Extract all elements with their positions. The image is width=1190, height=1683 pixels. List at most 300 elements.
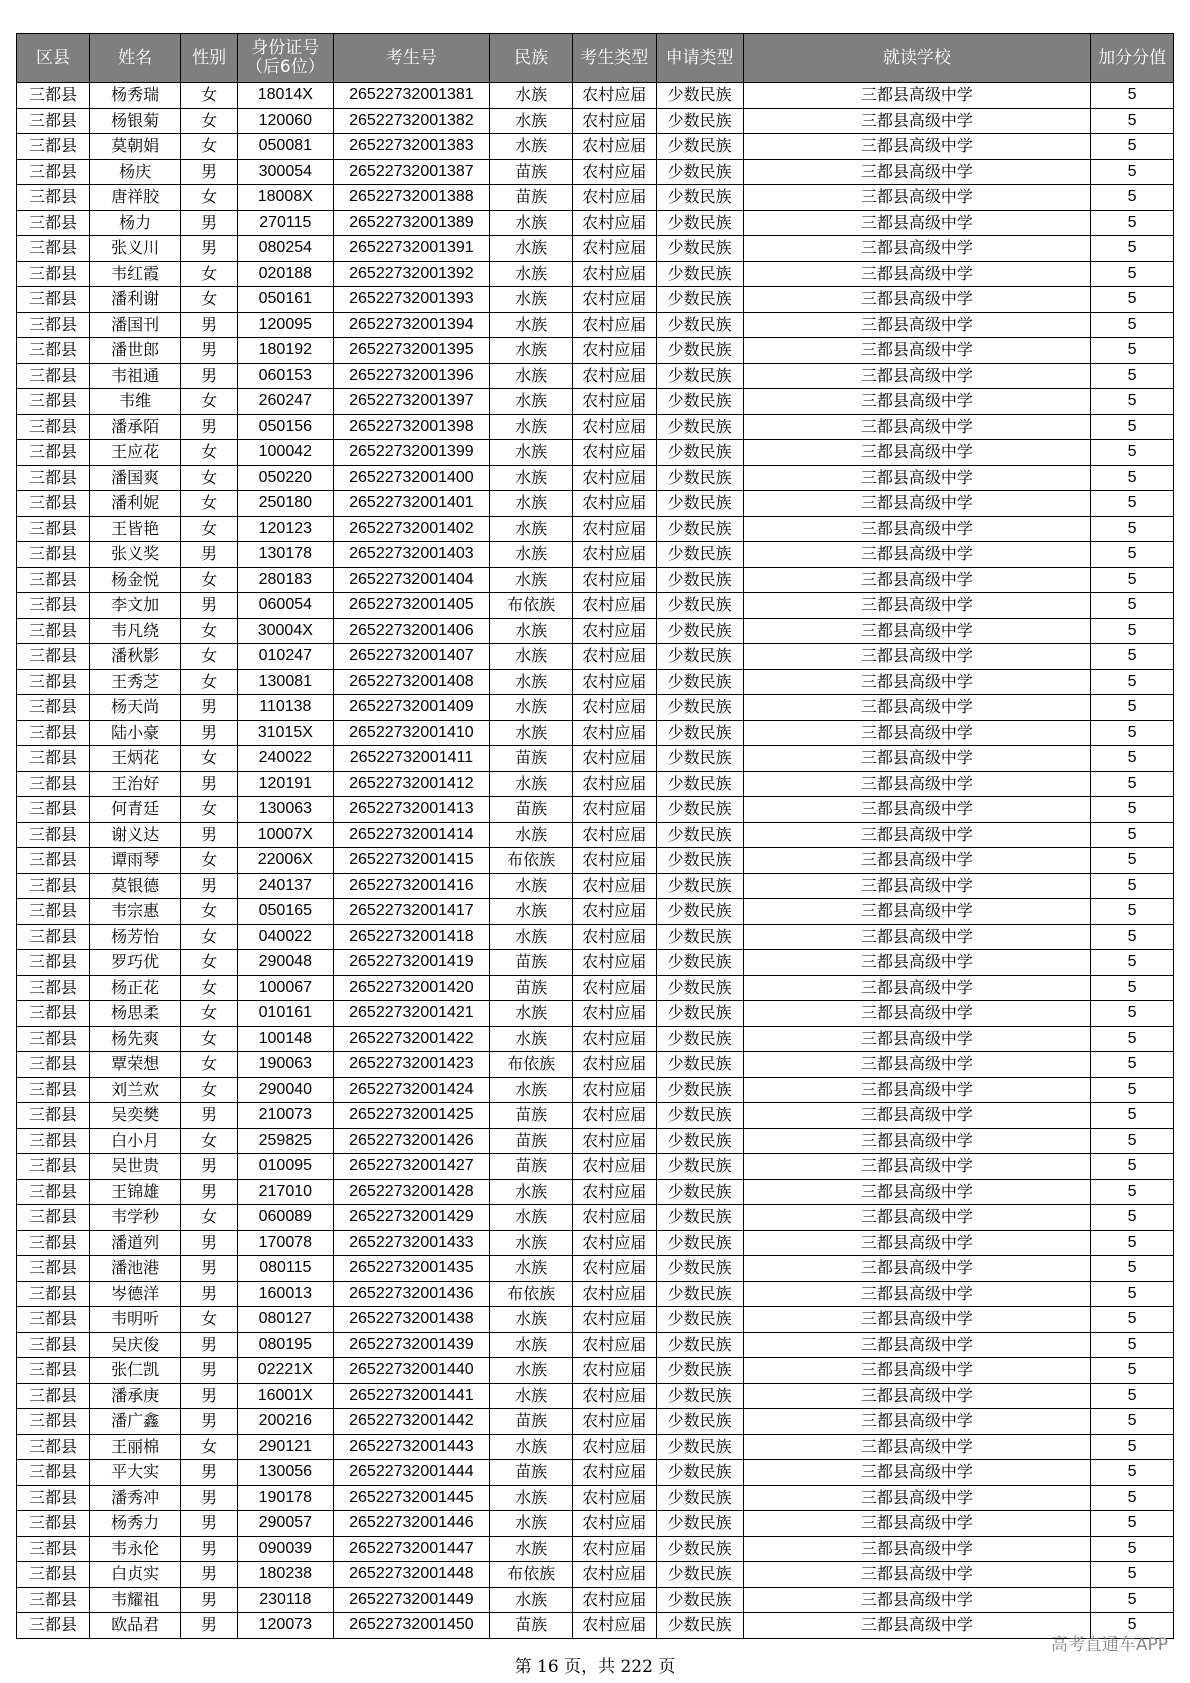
cell-ethnicity: 水族: [490, 1536, 573, 1562]
table-row: [17, 1332, 1174, 1358]
cell-candidate-type: 农村应届: [572, 516, 656, 542]
cell-school: 三都县高级中学: [743, 669, 1091, 695]
cell-application-type: 少数民族: [656, 746, 743, 772]
cell-exam-number: 26522732001429: [333, 1205, 490, 1231]
cell-bonus-points: 5: [1091, 491, 1174, 517]
cell-bonus-points: 5: [1091, 440, 1174, 466]
cell-application-type: 少数民族: [656, 1332, 743, 1358]
cell-school: 三都县高级中学: [743, 746, 1091, 772]
table-row: [17, 695, 1174, 721]
cell-bonus-points: 5: [1091, 644, 1174, 670]
cell-id-last6: 130056: [238, 1460, 334, 1486]
cell-school: 三都县高级中学: [743, 516, 1091, 542]
cell-gender: 男: [181, 542, 238, 568]
cell-bonus-points: 5: [1091, 1434, 1174, 1460]
cell-candidate-type: 农村应届: [572, 83, 656, 109]
cell-id-last6: 050161: [238, 287, 334, 313]
cell-application-type: 少数民族: [656, 236, 743, 262]
cell-ethnicity: 水族: [490, 720, 573, 746]
cell-exam-number: 26522732001424: [333, 1077, 490, 1103]
table-row: [17, 1358, 1174, 1384]
cell-name: 杨庆: [89, 159, 180, 185]
cell-district: 三都县: [17, 873, 90, 899]
cell-gender: 女: [181, 899, 238, 925]
cell-school: 三都县高级中学: [743, 695, 1091, 721]
table-row: [17, 440, 1174, 466]
cell-ethnicity: 水族: [490, 287, 573, 313]
cell-district: 三都县: [17, 516, 90, 542]
cell-id-last6: 080115: [238, 1256, 334, 1282]
cell-exam-number: 26522732001409: [333, 695, 490, 721]
cell-exam-number: 26522732001412: [333, 771, 490, 797]
table-row: [17, 899, 1174, 925]
cell-ethnicity: 水族: [490, 1587, 573, 1613]
cell-exam-number: 26522732001414: [333, 822, 490, 848]
cell-candidate-type: 农村应届: [572, 567, 656, 593]
cell-id-last6: 190178: [238, 1485, 334, 1511]
cell-gender: 女: [181, 669, 238, 695]
table-row: [17, 491, 1174, 517]
cell-school: 三都县高级中学: [743, 1358, 1091, 1384]
cell-bonus-points: 5: [1091, 1179, 1174, 1205]
cell-id-last6: 130178: [238, 542, 334, 568]
cell-school: 三都县高级中学: [743, 491, 1091, 517]
cell-name: 韦永伦: [89, 1536, 180, 1562]
cell-district: 三都县: [17, 567, 90, 593]
cell-candidate-type: 农村应届: [572, 261, 656, 287]
cell-school: 三都县高级中学: [743, 822, 1091, 848]
cell-district: 三都县: [17, 1587, 90, 1613]
cell-application-type: 少数民族: [656, 1103, 743, 1129]
cell-application-type: 少数民族: [656, 1562, 743, 1588]
cell-school: 三都县高级中学: [743, 771, 1091, 797]
cell-bonus-points: 5: [1091, 1460, 1174, 1486]
cell-id-last6: 100067: [238, 975, 334, 1001]
cell-bonus-points: 5: [1091, 1026, 1174, 1052]
cell-gender: 男: [181, 593, 238, 619]
cell-school: 三都县高级中学: [743, 108, 1091, 134]
cell-exam-number: 26522732001406: [333, 618, 490, 644]
cell-name: 何青廷: [89, 797, 180, 823]
cell-gender: 女: [181, 746, 238, 772]
cell-application-type: 少数民族: [656, 108, 743, 134]
cell-bonus-points: 5: [1091, 1307, 1174, 1333]
cell-bonus-points: 5: [1091, 210, 1174, 236]
cell-name: 杨先爽: [89, 1026, 180, 1052]
cell-bonus-points: 5: [1091, 1052, 1174, 1078]
cell-gender: 男: [181, 1256, 238, 1282]
table-header-row: [17, 34, 1174, 83]
cell-exam-number: 26522732001436: [333, 1281, 490, 1307]
cell-district: 三都县: [17, 1205, 90, 1231]
table-row: [17, 134, 1174, 160]
cell-school: 三都县高级中学: [743, 1307, 1091, 1333]
cell-ethnicity: 苗族: [490, 185, 573, 211]
cell-id-last6: 217010: [238, 1179, 334, 1205]
table-row: [17, 1256, 1174, 1282]
table-row: [17, 1179, 1174, 1205]
cell-candidate-type: 农村应届: [572, 159, 656, 185]
cell-id-last6: 240022: [238, 746, 334, 772]
cell-gender: 男: [181, 1179, 238, 1205]
cell-school: 三都县高级中学: [743, 1154, 1091, 1180]
cell-exam-number: 26522732001421: [333, 1001, 490, 1027]
cell-school: 三都县高级中学: [743, 1613, 1091, 1639]
cell-school: 三都县高级中学: [743, 873, 1091, 899]
cell-district: 三都县: [17, 1154, 90, 1180]
cell-id-last6: 180238: [238, 1562, 334, 1588]
cell-school: 三都县高级中学: [743, 1383, 1091, 1409]
cell-application-type: 少数民族: [656, 873, 743, 899]
cell-id-last6: 260247: [238, 389, 334, 415]
cell-district: 三都县: [17, 1511, 90, 1537]
cell-district: 三都县: [17, 440, 90, 466]
cell-ethnicity: 水族: [490, 440, 573, 466]
cell-gender: 男: [181, 720, 238, 746]
cell-exam-number: 26522732001389: [333, 210, 490, 236]
cell-gender: 男: [181, 159, 238, 185]
cell-ethnicity: 水族: [490, 618, 573, 644]
cell-id-last6: 050165: [238, 899, 334, 925]
cell-district: 三都县: [17, 1103, 90, 1129]
cell-gender: 男: [181, 873, 238, 899]
col-header-id-line1: 身份证号: [251, 38, 320, 58]
cell-candidate-type: 农村应届: [572, 1409, 656, 1435]
cell-candidate-type: 农村应届: [572, 1485, 656, 1511]
cell-bonus-points: 5: [1091, 924, 1174, 950]
cell-ethnicity: 水族: [490, 1077, 573, 1103]
cell-exam-number: 26522732001404: [333, 567, 490, 593]
cell-candidate-type: 农村应届: [572, 1460, 656, 1486]
cell-ethnicity: 水族: [490, 899, 573, 925]
table-row: [17, 1128, 1174, 1154]
cell-id-last6: 230118: [238, 1587, 334, 1613]
cell-name: 潘承陌: [89, 414, 180, 440]
cell-application-type: 少数民族: [656, 1205, 743, 1231]
table-row: [17, 950, 1174, 976]
cell-candidate-type: 农村应届: [572, 210, 656, 236]
cell-district: 三都县: [17, 389, 90, 415]
cell-school: 三都县高级中学: [743, 1179, 1091, 1205]
cell-school: 三都县高级中学: [743, 950, 1091, 976]
table-row: [17, 924, 1174, 950]
cell-bonus-points: 5: [1091, 1409, 1174, 1435]
cell-application-type: 少数民族: [656, 1536, 743, 1562]
cell-candidate-type: 农村应届: [572, 924, 656, 950]
table-row: [17, 1307, 1174, 1333]
cell-school: 三都县高级中学: [743, 261, 1091, 287]
cell-application-type: 少数民族: [656, 1154, 743, 1180]
cell-id-last6: 090039: [238, 1536, 334, 1562]
cell-candidate-type: 农村应届: [572, 720, 656, 746]
cell-candidate-type: 农村应届: [572, 1536, 656, 1562]
col-header-district: 区县: [17, 34, 90, 83]
cell-application-type: 少数民族: [656, 363, 743, 389]
cell-ethnicity: 布依族: [490, 593, 573, 619]
cell-school: 三都县高级中学: [743, 1485, 1091, 1511]
cell-bonus-points: 5: [1091, 1103, 1174, 1129]
cell-ethnicity: 水族: [490, 542, 573, 568]
cell-application-type: 少数民族: [656, 1485, 743, 1511]
cell-application-type: 少数民族: [656, 797, 743, 823]
cell-exam-number: 26522732001405: [333, 593, 490, 619]
cell-ethnicity: 水族: [490, 873, 573, 899]
cell-bonus-points: 5: [1091, 1383, 1174, 1409]
cell-gender: 女: [181, 924, 238, 950]
cell-gender: 女: [181, 644, 238, 670]
cell-id-last6: 080127: [238, 1307, 334, 1333]
cell-id-last6: 170078: [238, 1230, 334, 1256]
table-row: [17, 414, 1174, 440]
cell-candidate-type: 农村应届: [572, 1154, 656, 1180]
cell-district: 三都县: [17, 312, 90, 338]
cell-district: 三都县: [17, 338, 90, 364]
cell-school: 三都县高级中学: [743, 440, 1091, 466]
cell-district: 三都县: [17, 1358, 90, 1384]
cell-candidate-type: 农村应届: [572, 1077, 656, 1103]
cell-exam-number: 26522732001403: [333, 542, 490, 568]
cell-bonus-points: 5: [1091, 363, 1174, 389]
table-row: [17, 83, 1174, 109]
cell-district: 三都县: [17, 593, 90, 619]
cell-ethnicity: 水族: [490, 261, 573, 287]
table-row: [17, 1026, 1174, 1052]
cell-candidate-type: 农村应届: [572, 1179, 656, 1205]
cell-id-last6: 31015X: [238, 720, 334, 746]
cell-name: 杨金悦: [89, 567, 180, 593]
cell-district: 三都县: [17, 1128, 90, 1154]
table-row: [17, 1281, 1174, 1307]
cell-candidate-type: 农村应届: [572, 491, 656, 517]
cell-school: 三都县高级中学: [743, 1281, 1091, 1307]
cell-school: 三都县高级中学: [743, 1052, 1091, 1078]
cell-ethnicity: 苗族: [490, 1613, 573, 1639]
cell-name: 潘国爽: [89, 465, 180, 491]
cell-district: 三都县: [17, 720, 90, 746]
cell-exam-number: 26522732001407: [333, 644, 490, 670]
cell-exam-number: 26522732001426: [333, 1128, 490, 1154]
table-row: [17, 210, 1174, 236]
cell-bonus-points: 5: [1091, 465, 1174, 491]
cell-ethnicity: 苗族: [490, 975, 573, 1001]
table-row: [17, 338, 1174, 364]
cell-district: 三都县: [17, 1613, 90, 1639]
cell-school: 三都县高级中学: [743, 644, 1091, 670]
cell-gender: 女: [181, 108, 238, 134]
cell-name: 吴奕樊: [89, 1103, 180, 1129]
cell-school: 三都县高级中学: [743, 83, 1091, 109]
table-row: [17, 287, 1174, 313]
cell-bonus-points: 5: [1091, 822, 1174, 848]
cell-name: 韦祖通: [89, 363, 180, 389]
col-header-application-type: 申请类型: [656, 34, 743, 83]
cell-exam-number: 26522732001400: [333, 465, 490, 491]
cell-district: 三都县: [17, 1256, 90, 1282]
cell-id-last6: 100042: [238, 440, 334, 466]
cell-school: 三都县高级中学: [743, 924, 1091, 950]
cell-application-type: 少数民族: [656, 83, 743, 109]
cell-id-last6: 200216: [238, 1409, 334, 1435]
cell-gender: 女: [181, 1001, 238, 1027]
cell-bonus-points: 5: [1091, 287, 1174, 313]
cell-exam-number: 26522732001448: [333, 1562, 490, 1588]
cell-name: 杨银菊: [89, 108, 180, 134]
cell-bonus-points: 5: [1091, 1613, 1174, 1639]
cell-school: 三都县高级中学: [743, 618, 1091, 644]
cell-application-type: 少数民族: [656, 1613, 743, 1639]
cell-id-last6: 259825: [238, 1128, 334, 1154]
cell-exam-number: 26522732001417: [333, 899, 490, 925]
table-row: [17, 593, 1174, 619]
cell-bonus-points: 5: [1091, 873, 1174, 899]
cell-name: 白贞实: [89, 1562, 180, 1588]
cell-candidate-type: 农村应届: [572, 1103, 656, 1129]
cell-application-type: 少数民族: [656, 312, 743, 338]
cell-name: 王炳花: [89, 746, 180, 772]
cell-gender: 女: [181, 1077, 238, 1103]
cell-exam-number: 26522732001423: [333, 1052, 490, 1078]
cell-district: 三都县: [17, 134, 90, 160]
cell-exam-number: 26522732001394: [333, 312, 490, 338]
cell-school: 三都县高级中学: [743, 1026, 1091, 1052]
cell-district: 三都县: [17, 975, 90, 1001]
table-row: [17, 669, 1174, 695]
cell-bonus-points: 5: [1091, 185, 1174, 211]
cell-ethnicity: 水族: [490, 491, 573, 517]
col-header-school: 就读学校: [743, 34, 1091, 83]
cell-name: 谭雨琴: [89, 848, 180, 874]
cell-application-type: 少数民族: [656, 669, 743, 695]
cell-bonus-points: 5: [1091, 1562, 1174, 1588]
cell-application-type: 少数民族: [656, 924, 743, 950]
cell-gender: 男: [181, 312, 238, 338]
cell-name: 王秀芝: [89, 669, 180, 695]
cell-bonus-points: 5: [1091, 797, 1174, 823]
cell-ethnicity: 苗族: [490, 746, 573, 772]
table-row: [17, 1536, 1174, 1562]
cell-gender: 男: [181, 1103, 238, 1129]
cell-candidate-type: 农村应届: [572, 1052, 656, 1078]
cell-gender: 男: [181, 1332, 238, 1358]
cell-candidate-type: 农村应届: [572, 975, 656, 1001]
cell-application-type: 少数民族: [656, 1383, 743, 1409]
cell-exam-number: 26522732001433: [333, 1230, 490, 1256]
cell-application-type: 少数民族: [656, 720, 743, 746]
table-row: [17, 1613, 1174, 1639]
cell-candidate-type: 农村应届: [572, 185, 656, 211]
cell-name: 潘广鑫: [89, 1409, 180, 1435]
cell-application-type: 少数民族: [656, 1026, 743, 1052]
cell-name: 潘国刊: [89, 312, 180, 338]
cell-application-type: 少数民族: [656, 848, 743, 874]
cell-school: 三都县高级中学: [743, 1230, 1091, 1256]
cell-bonus-points: 5: [1091, 1001, 1174, 1027]
cell-bonus-points: 5: [1091, 771, 1174, 797]
cell-bonus-points: 5: [1091, 567, 1174, 593]
cell-district: 三都县: [17, 822, 90, 848]
cell-bonus-points: 5: [1091, 1128, 1174, 1154]
cell-ethnicity: 水族: [490, 236, 573, 262]
cell-ethnicity: 水族: [490, 1001, 573, 1027]
cell-candidate-type: 农村应届: [572, 899, 656, 925]
cell-application-type: 少数民族: [656, 1511, 743, 1537]
cell-ethnicity: 苗族: [490, 797, 573, 823]
table-row: [17, 771, 1174, 797]
cell-bonus-points: 5: [1091, 1536, 1174, 1562]
cell-school: 三都县高级中学: [743, 1536, 1091, 1562]
table-row: [17, 822, 1174, 848]
cell-ethnicity: 水族: [490, 1307, 573, 1333]
cell-application-type: 少数民族: [656, 618, 743, 644]
col-header-exam-number: 考生号: [333, 34, 490, 83]
cell-application-type: 少数民族: [656, 185, 743, 211]
cell-district: 三都县: [17, 185, 90, 211]
cell-district: 三都县: [17, 695, 90, 721]
col-header-ethnicity: 民族: [490, 34, 573, 83]
cell-exam-number: 26522732001450: [333, 1613, 490, 1639]
cell-candidate-type: 农村应届: [572, 236, 656, 262]
cell-ethnicity: 水族: [490, 1205, 573, 1231]
cell-candidate-type: 农村应届: [572, 389, 656, 415]
cell-gender: 女: [181, 83, 238, 109]
table-row: [17, 644, 1174, 670]
cell-application-type: 少数民族: [656, 950, 743, 976]
cell-application-type: 少数民族: [656, 1358, 743, 1384]
cell-district: 三都县: [17, 1307, 90, 1333]
cell-district: 三都县: [17, 746, 90, 772]
cell-candidate-type: 农村应届: [572, 287, 656, 313]
cell-exam-number: 26522732001447: [333, 1536, 490, 1562]
cell-candidate-type: 农村应届: [572, 1383, 656, 1409]
cell-school: 三都县高级中学: [743, 159, 1091, 185]
cell-ethnicity: 水族: [490, 644, 573, 670]
cell-candidate-type: 农村应届: [572, 134, 656, 160]
table-row: [17, 720, 1174, 746]
cell-name: 杨天尚: [89, 695, 180, 721]
cell-gender: 女: [181, 185, 238, 211]
cell-exam-number: 26522732001438: [333, 1307, 490, 1333]
cell-gender: 男: [181, 1383, 238, 1409]
cell-candidate-type: 农村应届: [572, 542, 656, 568]
table-row: [17, 1103, 1174, 1129]
table-row: [17, 1460, 1174, 1486]
cell-bonus-points: 5: [1091, 542, 1174, 568]
cell-gender: 男: [181, 1587, 238, 1613]
cell-name: 李文加: [89, 593, 180, 619]
cell-application-type: 少数民族: [656, 1001, 743, 1027]
table-row: [17, 873, 1174, 899]
cell-name: 张仁凯: [89, 1358, 180, 1384]
cell-id-last6: 130063: [238, 797, 334, 823]
cell-name: 白小月: [89, 1128, 180, 1154]
cell-id-last6: 060089: [238, 1205, 334, 1231]
cell-candidate-type: 农村应届: [572, 1332, 656, 1358]
cell-id-last6: 120073: [238, 1613, 334, 1639]
cell-school: 三都县高级中学: [743, 542, 1091, 568]
cell-name: 杨芳怡: [89, 924, 180, 950]
cell-exam-number: 26522732001387: [333, 159, 490, 185]
cell-id-last6: 290048: [238, 950, 334, 976]
cell-district: 三都县: [17, 465, 90, 491]
cell-exam-number: 26522732001449: [333, 1587, 490, 1613]
cell-school: 三都县高级中学: [743, 1077, 1091, 1103]
cell-gender: 男: [181, 363, 238, 389]
cell-ethnicity: 水族: [490, 924, 573, 950]
table-row: [17, 465, 1174, 491]
cell-ethnicity: 水族: [490, 1383, 573, 1409]
cell-gender: 女: [181, 1434, 238, 1460]
cell-school: 三都县高级中学: [743, 1434, 1091, 1460]
